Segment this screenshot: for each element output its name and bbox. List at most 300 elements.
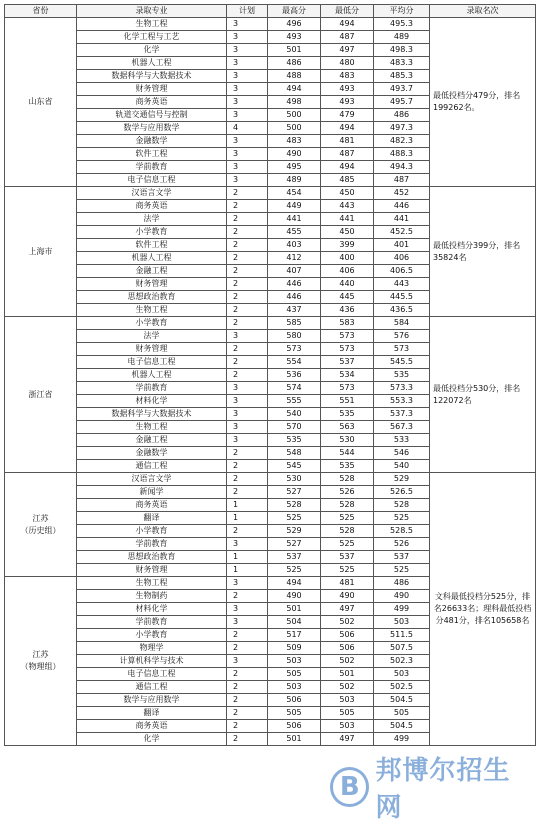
major-cell: 通信工程 bbox=[77, 681, 227, 694]
header-major: 录取专业 bbox=[77, 5, 227, 18]
major-cell: 数学与应用数学 bbox=[77, 122, 227, 135]
max-score-cell: 525 bbox=[268, 564, 321, 577]
max-score-cell: 501 bbox=[268, 44, 321, 57]
major-cell: 学前教育 bbox=[77, 538, 227, 551]
min-score-cell: 493 bbox=[321, 96, 374, 109]
avg-score-cell: 567.3 bbox=[374, 421, 430, 434]
avg-score-cell: 406 bbox=[374, 252, 430, 265]
min-score-cell: 502 bbox=[321, 616, 374, 629]
watermark-logo-text: 邦博尔招生网 bbox=[375, 756, 511, 823]
avg-score-cell: 525 bbox=[374, 564, 430, 577]
plan-cell: 3 bbox=[227, 395, 268, 408]
min-score-cell: 497 bbox=[321, 733, 374, 746]
max-score-cell: 506 bbox=[268, 694, 321, 707]
max-score-cell: 446 bbox=[268, 291, 321, 304]
plan-cell: 2 bbox=[227, 278, 268, 291]
min-score-cell: 443 bbox=[321, 200, 374, 213]
major-cell: 汉语言文学 bbox=[77, 187, 227, 200]
major-cell: 思想政治教育 bbox=[77, 291, 227, 304]
avg-score-cell: 573.3 bbox=[374, 382, 430, 395]
rank-note-cell: 文科最低投档分525分，排名26633名；理科最低投档分481分，排名105658名 bbox=[430, 473, 536, 746]
min-score-cell: 544 bbox=[321, 447, 374, 460]
max-score-cell: 555 bbox=[268, 395, 321, 408]
major-cell: 汉语言文学 bbox=[77, 473, 227, 486]
admission-score-sheet bbox=[4, 4, 535, 746]
min-score-cell: 485 bbox=[321, 174, 374, 187]
min-score-cell: 535 bbox=[321, 408, 374, 421]
min-score-cell: 436 bbox=[321, 304, 374, 317]
table-body bbox=[5, 18, 536, 746]
max-score-cell: 490 bbox=[268, 590, 321, 603]
avg-score-cell: 495.7 bbox=[374, 96, 430, 109]
max-score-cell: 483 bbox=[268, 135, 321, 148]
avg-score-cell: 537 bbox=[374, 551, 430, 564]
major-cell: 机器人工程 bbox=[77, 369, 227, 382]
major-cell: 财务管理 bbox=[77, 83, 227, 96]
min-score-cell: 490 bbox=[321, 590, 374, 603]
plan-cell: 3 bbox=[227, 382, 268, 395]
plan-cell: 2 bbox=[227, 590, 268, 603]
table-row bbox=[5, 18, 536, 31]
avg-score-cell: 489 bbox=[374, 31, 430, 44]
avg-score-cell: 498.3 bbox=[374, 44, 430, 57]
major-cell: 商务英语 bbox=[77, 720, 227, 733]
min-score-cell: 563 bbox=[321, 421, 374, 434]
province-cell: 山东省 bbox=[5, 18, 77, 187]
min-score-cell: 487 bbox=[321, 148, 374, 161]
min-score-cell: 551 bbox=[321, 395, 374, 408]
max-score-cell: 504 bbox=[268, 616, 321, 629]
plan-cell: 2 bbox=[227, 694, 268, 707]
plan-cell: 2 bbox=[227, 486, 268, 499]
max-score-cell: 517 bbox=[268, 629, 321, 642]
avg-score-cell: 504.5 bbox=[374, 720, 430, 733]
table-header-row bbox=[5, 5, 536, 18]
max-score-cell: 540 bbox=[268, 408, 321, 421]
avg-score-cell: 528 bbox=[374, 499, 430, 512]
min-score-cell: 537 bbox=[321, 551, 374, 564]
avg-score-cell: 584 bbox=[374, 317, 430, 330]
plan-cell: 1 bbox=[227, 512, 268, 525]
max-score-cell: 501 bbox=[268, 603, 321, 616]
plan-cell: 3 bbox=[227, 616, 268, 629]
max-score-cell: 493 bbox=[268, 31, 321, 44]
min-score-cell: 506 bbox=[321, 642, 374, 655]
min-score-cell: 573 bbox=[321, 330, 374, 343]
min-score-cell: 528 bbox=[321, 473, 374, 486]
major-cell: 数学与应用数学 bbox=[77, 694, 227, 707]
plan-cell: 2 bbox=[227, 317, 268, 330]
min-score-cell: 525 bbox=[321, 538, 374, 551]
avg-score-cell: 511.5 bbox=[374, 629, 430, 642]
plan-cell: 3 bbox=[227, 174, 268, 187]
max-score-cell: 490 bbox=[268, 148, 321, 161]
avg-score-cell: 495.3 bbox=[374, 18, 430, 31]
max-score-cell: 503 bbox=[268, 681, 321, 694]
major-cell: 商务英语 bbox=[77, 200, 227, 213]
max-score-cell: 580 bbox=[268, 330, 321, 343]
major-cell: 翻译 bbox=[77, 707, 227, 720]
major-cell: 思想政治教育 bbox=[77, 551, 227, 564]
avg-score-cell: 546 bbox=[374, 447, 430, 460]
avg-score-cell: 499 bbox=[374, 733, 430, 746]
major-cell: 化学 bbox=[77, 44, 227, 57]
plan-cell: 3 bbox=[227, 538, 268, 551]
avg-score-cell: 553.3 bbox=[374, 395, 430, 408]
avg-score-cell: 445.5 bbox=[374, 291, 430, 304]
avg-score-cell: 487 bbox=[374, 174, 430, 187]
header-province: 省份 bbox=[5, 5, 77, 18]
major-cell: 电子信息工程 bbox=[77, 174, 227, 187]
max-score-cell: 446 bbox=[268, 278, 321, 291]
plan-cell: 3 bbox=[227, 31, 268, 44]
plan-cell: 2 bbox=[227, 733, 268, 746]
max-score-cell: 489 bbox=[268, 174, 321, 187]
avg-score-cell: 504.5 bbox=[374, 694, 430, 707]
avg-score-cell: 499 bbox=[374, 603, 430, 616]
plan-cell: 3 bbox=[227, 434, 268, 447]
min-score-cell: 406 bbox=[321, 265, 374, 278]
rank-note-cell: 最低投档分479分，排名199262名。 bbox=[430, 18, 536, 187]
avg-score-cell: 486 bbox=[374, 577, 430, 590]
avg-score-cell: 494.3 bbox=[374, 161, 430, 174]
max-score-cell: 495 bbox=[268, 161, 321, 174]
major-cell: 材料化学 bbox=[77, 395, 227, 408]
plan-cell: 2 bbox=[227, 447, 268, 460]
avg-score-cell: 502.3 bbox=[374, 655, 430, 668]
major-cell: 电子信息工程 bbox=[77, 668, 227, 681]
max-score-cell: 403 bbox=[268, 239, 321, 252]
min-score-cell: 526 bbox=[321, 486, 374, 499]
avg-score-cell: 502.5 bbox=[374, 681, 430, 694]
max-score-cell: 536 bbox=[268, 369, 321, 382]
major-cell: 商务英语 bbox=[77, 96, 227, 109]
major-cell: 材料化学 bbox=[77, 603, 227, 616]
avg-score-cell: 452 bbox=[374, 187, 430, 200]
plan-cell: 1 bbox=[227, 499, 268, 512]
major-cell: 法学 bbox=[77, 330, 227, 343]
plan-cell: 2 bbox=[227, 252, 268, 265]
plan-cell: 3 bbox=[227, 655, 268, 668]
plan-cell: 4 bbox=[227, 122, 268, 135]
avg-score-cell: 401 bbox=[374, 239, 430, 252]
min-score-cell: 481 bbox=[321, 577, 374, 590]
header-max-score: 最高分 bbox=[268, 5, 321, 18]
avg-score-cell: 573 bbox=[374, 343, 430, 356]
plan-cell: 2 bbox=[227, 239, 268, 252]
min-score-cell: 494 bbox=[321, 161, 374, 174]
major-cell: 计算机科学与技术 bbox=[77, 655, 227, 668]
major-cell: 生物工程 bbox=[77, 304, 227, 317]
avg-score-cell: 441 bbox=[374, 213, 430, 226]
watermark-logo-badge: B bbox=[330, 767, 369, 807]
plan-cell: 2 bbox=[227, 304, 268, 317]
plan-cell: 2 bbox=[227, 668, 268, 681]
major-cell: 法学 bbox=[77, 213, 227, 226]
max-score-cell: 500 bbox=[268, 122, 321, 135]
avg-score-cell: 533 bbox=[374, 434, 430, 447]
max-score-cell: 494 bbox=[268, 577, 321, 590]
max-score-cell: 449 bbox=[268, 200, 321, 213]
max-score-cell: 441 bbox=[268, 213, 321, 226]
max-score-cell: 437 bbox=[268, 304, 321, 317]
header-rank: 录取名次 bbox=[430, 5, 536, 18]
plan-cell: 3 bbox=[227, 83, 268, 96]
min-score-cell: 503 bbox=[321, 694, 374, 707]
avg-score-cell: 488.3 bbox=[374, 148, 430, 161]
plan-cell: 2 bbox=[227, 265, 268, 278]
table-row bbox=[5, 473, 536, 486]
max-score-cell: 498 bbox=[268, 96, 321, 109]
province-cell: 上海市 bbox=[5, 187, 77, 317]
table-row bbox=[5, 317, 536, 330]
major-cell: 化学工程与工艺 bbox=[77, 31, 227, 44]
min-score-cell: 503 bbox=[321, 720, 374, 733]
plan-cell: 3 bbox=[227, 70, 268, 83]
major-cell: 轨道交通信号与控制 bbox=[77, 109, 227, 122]
max-score-cell: 488 bbox=[268, 70, 321, 83]
plan-cell: 2 bbox=[227, 642, 268, 655]
plan-cell: 2 bbox=[227, 213, 268, 226]
min-score-cell: 537 bbox=[321, 356, 374, 369]
plan-cell: 3 bbox=[227, 44, 268, 57]
min-score-cell: 497 bbox=[321, 603, 374, 616]
plan-cell: 2 bbox=[227, 525, 268, 538]
plan-cell: 3 bbox=[227, 18, 268, 31]
avg-score-cell: 525 bbox=[374, 512, 430, 525]
header-min-score: 最低分 bbox=[321, 5, 374, 18]
min-score-cell: 479 bbox=[321, 109, 374, 122]
avg-score-cell: 446 bbox=[374, 200, 430, 213]
min-score-cell: 400 bbox=[321, 252, 374, 265]
plan-cell: 2 bbox=[227, 707, 268, 720]
major-cell: 新闻学 bbox=[77, 486, 227, 499]
min-score-cell: 573 bbox=[321, 382, 374, 395]
max-score-cell: 501 bbox=[268, 733, 321, 746]
min-score-cell: 535 bbox=[321, 460, 374, 473]
max-score-cell: 500 bbox=[268, 109, 321, 122]
plan-cell: 3 bbox=[227, 57, 268, 70]
max-score-cell: 548 bbox=[268, 447, 321, 460]
major-cell: 财务管理 bbox=[77, 278, 227, 291]
min-score-cell: 497 bbox=[321, 44, 374, 57]
min-score-cell: 528 bbox=[321, 525, 374, 538]
min-score-cell: 450 bbox=[321, 187, 374, 200]
avg-score-cell: 528.5 bbox=[374, 525, 430, 538]
major-cell: 生物工程 bbox=[77, 421, 227, 434]
max-score-cell: 506 bbox=[268, 720, 321, 733]
major-cell: 翻译 bbox=[77, 512, 227, 525]
avg-score-cell: 507.5 bbox=[374, 642, 430, 655]
plan-cell: 3 bbox=[227, 603, 268, 616]
max-score-cell: 496 bbox=[268, 18, 321, 31]
avg-score-cell: 483.3 bbox=[374, 57, 430, 70]
plan-cell: 2 bbox=[227, 356, 268, 369]
avg-score-cell: 526.5 bbox=[374, 486, 430, 499]
plan-cell: 3 bbox=[227, 135, 268, 148]
plan-cell: 1 bbox=[227, 551, 268, 564]
major-cell: 学前教育 bbox=[77, 616, 227, 629]
major-cell: 电子信息工程 bbox=[77, 356, 227, 369]
min-score-cell: 494 bbox=[321, 18, 374, 31]
avg-score-cell: 436.5 bbox=[374, 304, 430, 317]
min-score-cell: 505 bbox=[321, 707, 374, 720]
min-score-cell: 450 bbox=[321, 226, 374, 239]
major-cell: 机器人工程 bbox=[77, 57, 227, 70]
plan-cell: 2 bbox=[227, 629, 268, 642]
plan-cell: 2 bbox=[227, 343, 268, 356]
header-avg-score: 平均分 bbox=[374, 5, 430, 18]
plan-cell: 2 bbox=[227, 187, 268, 200]
avg-score-cell: 503 bbox=[374, 668, 430, 681]
major-cell: 生物工程 bbox=[77, 18, 227, 31]
major-cell: 数据科学与大数据技术 bbox=[77, 70, 227, 83]
plan-cell: 2 bbox=[227, 473, 268, 486]
avg-score-cell: 406.5 bbox=[374, 265, 430, 278]
major-cell: 学前教育 bbox=[77, 161, 227, 174]
max-score-cell: 455 bbox=[268, 226, 321, 239]
min-score-cell: 525 bbox=[321, 564, 374, 577]
max-score-cell: 527 bbox=[268, 486, 321, 499]
max-score-cell: 585 bbox=[268, 317, 321, 330]
major-cell: 小学教育 bbox=[77, 629, 227, 642]
major-cell: 小学教育 bbox=[77, 226, 227, 239]
major-cell: 通信工程 bbox=[77, 460, 227, 473]
avg-score-cell: 482.3 bbox=[374, 135, 430, 148]
avg-score-cell: 503 bbox=[374, 616, 430, 629]
avg-score-cell: 537.3 bbox=[374, 408, 430, 421]
min-score-cell: 502 bbox=[321, 655, 374, 668]
max-score-cell: 528 bbox=[268, 499, 321, 512]
avg-score-cell: 526 bbox=[374, 538, 430, 551]
major-cell: 化学 bbox=[77, 733, 227, 746]
plan-cell: 2 bbox=[227, 369, 268, 382]
min-score-cell: 487 bbox=[321, 31, 374, 44]
max-score-cell: 574 bbox=[268, 382, 321, 395]
avg-score-cell: 443 bbox=[374, 278, 430, 291]
major-cell: 金融工程 bbox=[77, 434, 227, 447]
min-score-cell: 502 bbox=[321, 681, 374, 694]
major-cell: 机器人工程 bbox=[77, 252, 227, 265]
avg-score-cell: 452.5 bbox=[374, 226, 430, 239]
avg-score-cell: 505 bbox=[374, 707, 430, 720]
avg-score-cell: 485.3 bbox=[374, 70, 430, 83]
plan-cell: 3 bbox=[227, 577, 268, 590]
major-cell: 商务英语 bbox=[77, 499, 227, 512]
max-score-cell: 505 bbox=[268, 668, 321, 681]
max-score-cell: 535 bbox=[268, 434, 321, 447]
min-score-cell: 481 bbox=[321, 135, 374, 148]
major-cell: 金融数学 bbox=[77, 447, 227, 460]
major-cell: 生物制药 bbox=[77, 590, 227, 603]
avg-score-cell: 545.5 bbox=[374, 356, 430, 369]
max-score-cell: 530 bbox=[268, 473, 321, 486]
province-cell: 浙江省 bbox=[5, 317, 77, 473]
max-score-cell: 412 bbox=[268, 252, 321, 265]
min-score-cell: 493 bbox=[321, 83, 374, 96]
avg-score-cell: 540 bbox=[374, 460, 430, 473]
max-score-cell: 545 bbox=[268, 460, 321, 473]
avg-score-cell: 486 bbox=[374, 109, 430, 122]
avg-score-cell: 497.3 bbox=[374, 122, 430, 135]
max-score-cell: 529 bbox=[268, 525, 321, 538]
avg-score-cell: 493.7 bbox=[374, 83, 430, 96]
major-cell: 物理学 bbox=[77, 642, 227, 655]
max-score-cell: 527 bbox=[268, 538, 321, 551]
rank-note-cell: 最低投档分399分，排名35824名 bbox=[430, 187, 536, 317]
plan-cell: 2 bbox=[227, 200, 268, 213]
max-score-cell: 494 bbox=[268, 83, 321, 96]
major-cell: 金融数学 bbox=[77, 135, 227, 148]
max-score-cell: 454 bbox=[268, 187, 321, 200]
max-score-cell: 509 bbox=[268, 642, 321, 655]
major-cell: 软件工程 bbox=[77, 148, 227, 161]
plan-cell: 3 bbox=[227, 421, 268, 434]
major-cell: 财务管理 bbox=[77, 564, 227, 577]
min-score-cell: 525 bbox=[321, 512, 374, 525]
max-score-cell: 537 bbox=[268, 551, 321, 564]
plan-cell: 2 bbox=[227, 681, 268, 694]
admission-score-table bbox=[4, 4, 536, 746]
plan-cell: 2 bbox=[227, 720, 268, 733]
major-cell: 财务管理 bbox=[77, 343, 227, 356]
major-cell: 生物工程 bbox=[77, 577, 227, 590]
min-score-cell: 583 bbox=[321, 317, 374, 330]
major-cell: 学前教育 bbox=[77, 382, 227, 395]
min-score-cell: 440 bbox=[321, 278, 374, 291]
max-score-cell: 486 bbox=[268, 57, 321, 70]
plan-cell: 2 bbox=[227, 460, 268, 473]
min-score-cell: 445 bbox=[321, 291, 374, 304]
max-score-cell: 570 bbox=[268, 421, 321, 434]
min-score-cell: 399 bbox=[321, 239, 374, 252]
min-score-cell: 528 bbox=[321, 499, 374, 512]
header-plan: 计划 bbox=[227, 5, 268, 18]
min-score-cell: 534 bbox=[321, 369, 374, 382]
avg-score-cell: 535 bbox=[374, 369, 430, 382]
plan-cell: 3 bbox=[227, 96, 268, 109]
plan-cell: 3 bbox=[227, 148, 268, 161]
major-cell: 数据科学与大数据技术 bbox=[77, 408, 227, 421]
major-cell: 金融工程 bbox=[77, 265, 227, 278]
avg-score-cell: 490 bbox=[374, 590, 430, 603]
major-cell: 小学教育 bbox=[77, 317, 227, 330]
plan-cell: 2 bbox=[227, 291, 268, 304]
avg-score-cell: 576 bbox=[374, 330, 430, 343]
major-cell: 软件工程 bbox=[77, 239, 227, 252]
plan-cell: 3 bbox=[227, 330, 268, 343]
avg-score-cell: 529 bbox=[374, 473, 430, 486]
rank-note-cell: 最低投档分530分，排名122072名 bbox=[430, 317, 536, 473]
min-score-cell: 506 bbox=[321, 629, 374, 642]
plan-cell: 1 bbox=[227, 564, 268, 577]
major-cell: 小学教育 bbox=[77, 525, 227, 538]
table-row bbox=[5, 187, 536, 200]
site-watermark bbox=[330, 756, 535, 823]
min-score-cell: 480 bbox=[321, 57, 374, 70]
min-score-cell: 441 bbox=[321, 213, 374, 226]
province-cell: 江苏 （物理组） bbox=[5, 577, 77, 746]
max-score-cell: 573 bbox=[268, 343, 321, 356]
plan-cell: 3 bbox=[227, 109, 268, 122]
max-score-cell: 407 bbox=[268, 265, 321, 278]
min-score-cell: 573 bbox=[321, 343, 374, 356]
min-score-cell: 530 bbox=[321, 434, 374, 447]
max-score-cell: 505 bbox=[268, 707, 321, 720]
min-score-cell: 483 bbox=[321, 70, 374, 83]
min-score-cell: 501 bbox=[321, 668, 374, 681]
province-cell: 江苏 （历史组） bbox=[5, 473, 77, 577]
